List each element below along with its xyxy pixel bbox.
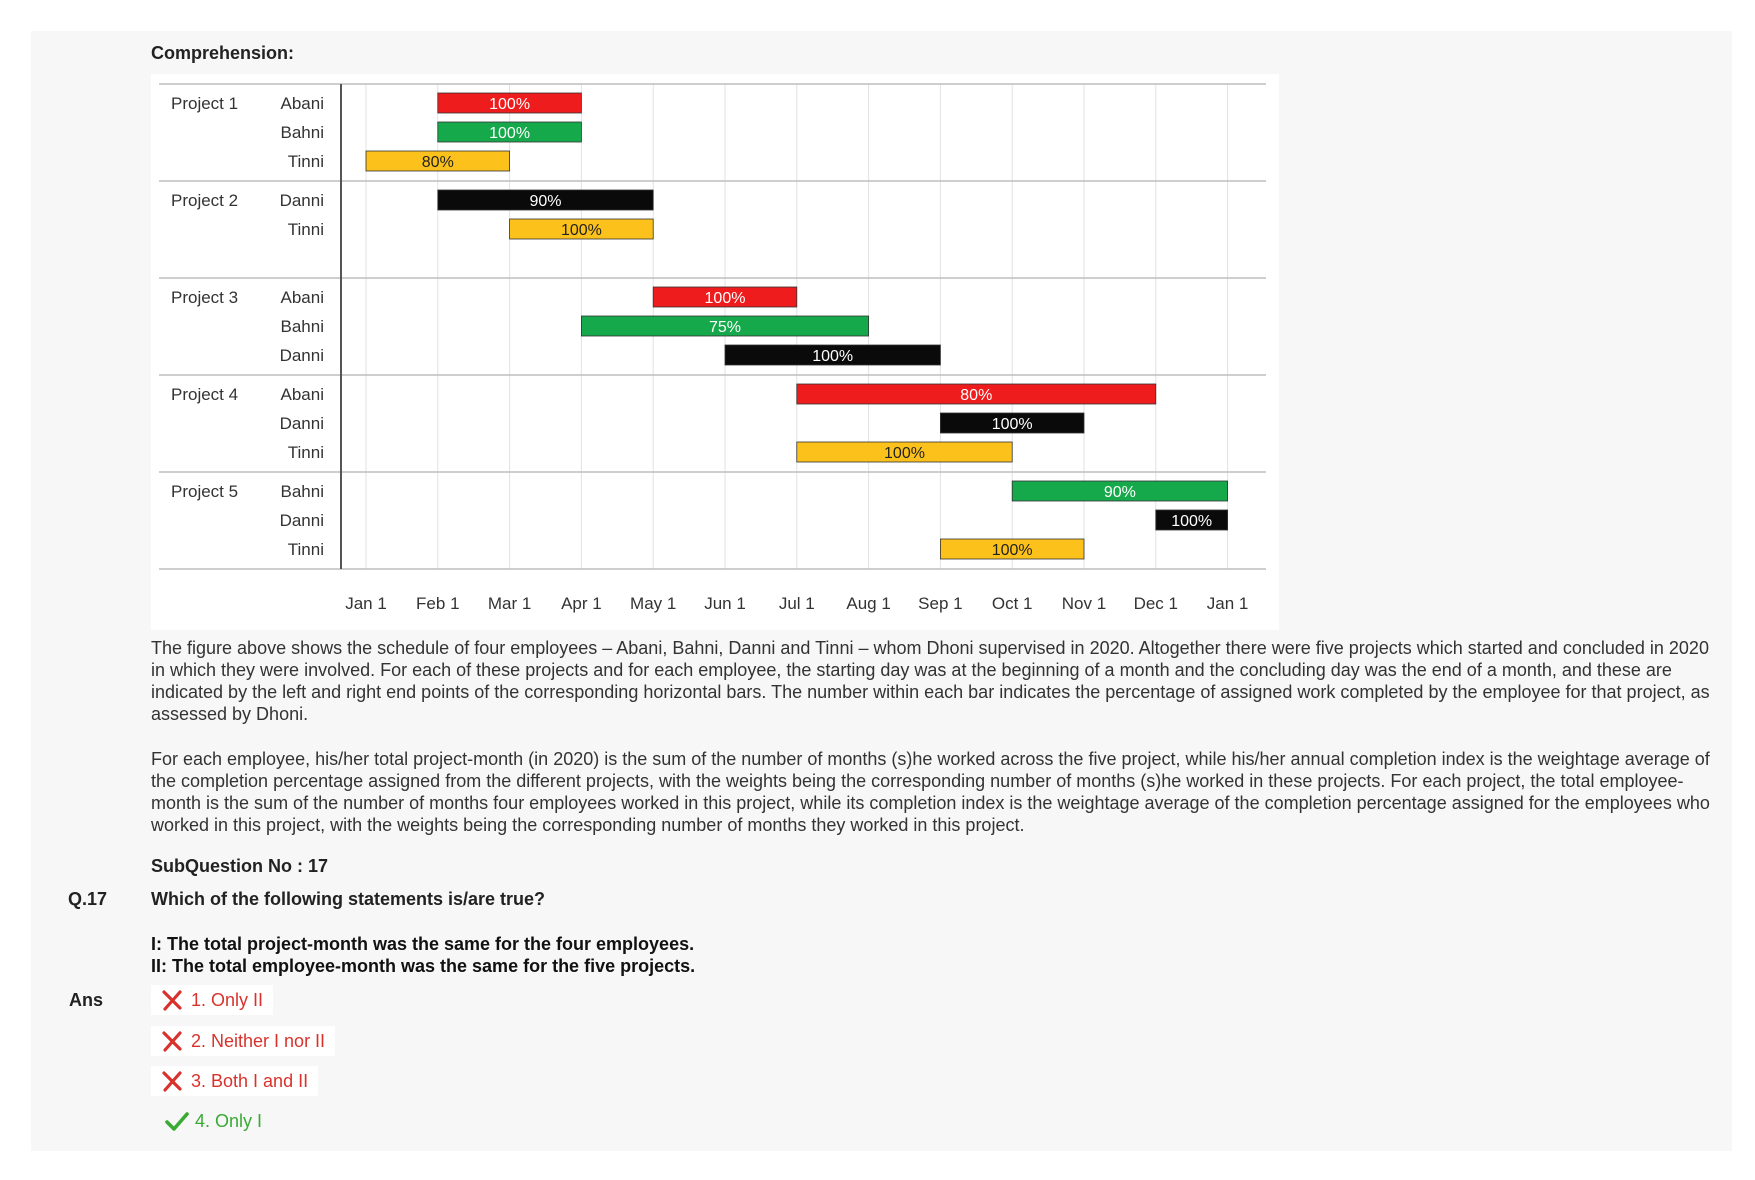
project-label: Project 4 [171, 385, 239, 404]
employee-label: Danni [279, 511, 324, 530]
x-tick-label: Apr 1 [561, 594, 602, 613]
answer-option-label: 2. Neither I nor II [191, 1030, 326, 1051]
x-tick-label: Feb 1 [416, 594, 460, 613]
project-label: Project 5 [171, 482, 239, 501]
bar-label: 100% [812, 348, 854, 365]
x-tick-label: Dec 1 [1133, 594, 1179, 613]
employee-label: Abani [280, 288, 324, 307]
description-paragraph-2 [151, 748, 1726, 836]
employee-label: Tinni [287, 220, 324, 239]
x-tick-label: May 1 [630, 594, 677, 613]
bar-label: 90% [529, 193, 562, 210]
bar-label: 100% [991, 542, 1033, 559]
bar-label: 100% [489, 125, 531, 142]
description-text-1: The figure above shows the schedule of four employees – Abani, Bahni, Danni and Tinni – whom Dhoni supervised in 2020. Altogether there were five projects which started and concluded in 2020 in which they were involved. For each of these projects and for each employee, the starting day was at the beginning of a month and the concluding day was the end of a month, and these are indicated by the left and right end points of the corresponding horizontal bars. The number within each bar indicates the percentage of assigned work completed by the employee for that project, as assessed by Dhoni. [151, 638, 1710, 724]
project-label: Project 1 [171, 94, 239, 113]
bar-label: 80% [960, 387, 993, 404]
answer-option-4[interactable] [155, 1106, 272, 1136]
employee-label: Tinni [287, 540, 324, 559]
project-label: Project 3 [171, 288, 239, 307]
answer-option-label: 3. Both I and II [191, 1070, 309, 1091]
x-tick-label: Jan 1 [345, 594, 387, 613]
comprehension-label: Comprehension: [151, 43, 295, 63]
bar-label: 100% [704, 290, 746, 307]
bar-label: 100% [560, 222, 602, 239]
x-tick-label: Oct 1 [991, 594, 1033, 613]
employee-label: Danni [279, 414, 324, 433]
project-label: Project 2 [171, 191, 239, 210]
bar-label: 100% [991, 416, 1033, 433]
bar-label: 80% [421, 154, 454, 171]
x-tick-label: Mar 1 [487, 594, 532, 613]
subquestion-label: SubQuestion No : 17 [151, 856, 329, 876]
x-tick-label: Aug 1 [846, 594, 891, 613]
bar-label: 100% [884, 445, 925, 462]
bar-label: 90% [1103, 484, 1136, 501]
gantt-chart [151, 74, 1279, 630]
description-paragraph-1 [151, 637, 1726, 725]
employee-label: Danni [279, 346, 324, 365]
check-icon [165, 1110, 187, 1132]
employee-label: Danni [279, 191, 324, 210]
employee-label: Bahni [280, 123, 324, 142]
answer-label: Ans [69, 990, 104, 1010]
bar-label: 100% [489, 96, 531, 113]
cross-icon [161, 1070, 183, 1092]
cross-icon [161, 989, 183, 1011]
employee-label: Abani [280, 94, 324, 113]
employee-label: Bahni [280, 482, 324, 501]
answer-option-2[interactable] [151, 1026, 335, 1056]
employee-label: Tinni [287, 152, 324, 171]
x-tick-label: Jan 1 [1206, 594, 1249, 613]
answer-option-3[interactable] [151, 1066, 318, 1096]
question-text: Which of the following statements is/are true? [151, 889, 546, 909]
x-tick-label: Jun 1 [704, 594, 746, 613]
employee-label: Abani [280, 385, 324, 404]
description-text-2: For each employee, his/her total project-month (in 2020) is the sum of the number of months (s)he worked across the five project, while his/her annual completion index is the weightage average of the completion percentage assigned from the different projects, with the weights being the corresponding number of months (s)he worked in these projects. For each project, the total employee-month is the sum of the number of months four employees worked in this project, while its completion index is the weightage average of the completion percentage assigned for the employees who worked in this project, with the weights being the corresponding number of months they worked in this project. [151, 749, 1710, 835]
question-number: Q.17 [68, 889, 108, 909]
answer-option-1[interactable] [151, 985, 273, 1015]
x-tick-label: Sep 1 [918, 594, 963, 613]
bar-label: 100% [1171, 513, 1213, 530]
employee-label: Bahni [280, 317, 324, 336]
x-tick-label: Nov 1 [1061, 594, 1107, 613]
statement-1: I: The total project-month was the same for the four employees. [151, 934, 695, 954]
statement-2: II: The total employee-month was the same for the five projects. [151, 956, 696, 976]
gantt-chart-container [151, 74, 1279, 630]
x-tick-label: Jul 1 [778, 594, 815, 613]
answer-option-label: 4. Only I [195, 1110, 263, 1131]
employee-label: Tinni [287, 443, 324, 462]
cross-icon [161, 1030, 183, 1052]
answer-option-label: 1. Only II [191, 989, 264, 1010]
bar-label: 75% [708, 319, 742, 336]
